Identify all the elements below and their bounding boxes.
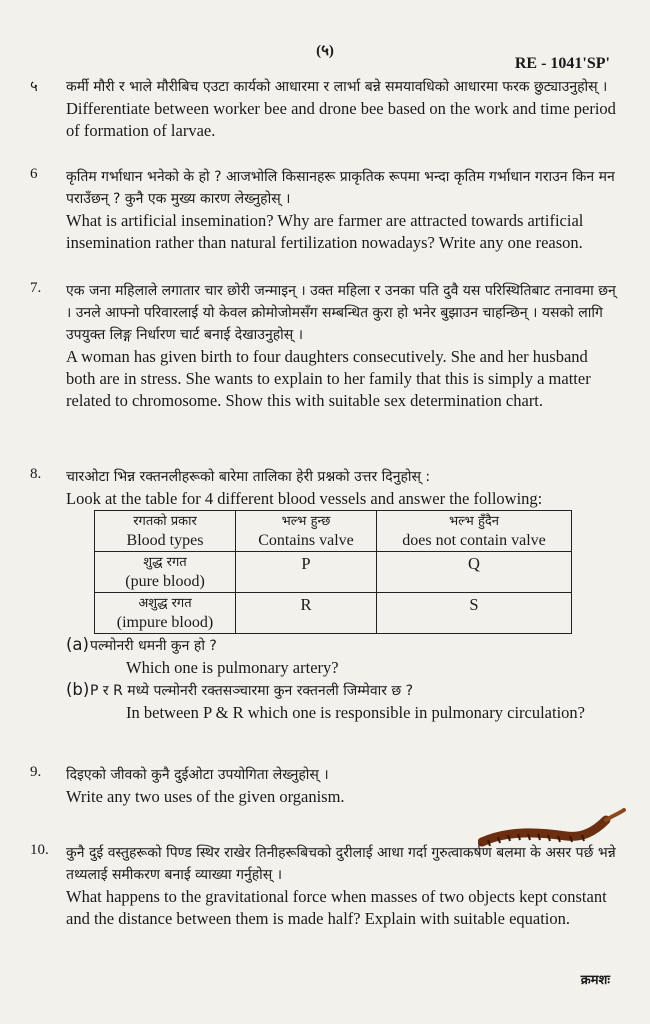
subquestion-text-english: In between P & R which one is responsible in pulmonary circulation?: [126, 703, 585, 722]
table-cell: अशुद्ध रगत: [138, 596, 192, 611]
blood-vessel-table: [94, 510, 572, 634]
table-cell: (impure blood): [116, 614, 214, 631]
table-header: भल्भ हुँदैन: [449, 514, 499, 529]
table-row: [95, 593, 572, 634]
question-number: 9.: [30, 764, 42, 780]
continued-label: क्रमशः: [580, 973, 610, 988]
table-cell: P: [236, 552, 377, 593]
subquestion-text-nepali: P र R मध्ये पल्मोनरी रक्तसञ्चारमा कुन रक्तनली जिम्मेवार छ ?: [90, 683, 414, 699]
table-header-row: [95, 511, 572, 552]
question-text-english: Look at the table for 4 different blood vessels and answer the following:: [66, 489, 543, 508]
question-5: [30, 76, 620, 142]
table-header: रगतको प्रकार: [133, 514, 197, 529]
table-header: does not contain valve: [402, 532, 546, 549]
question-text-english: Differentiate between worker bee and drone bee based on the work and time period of formation of larvae.: [66, 99, 616, 140]
paper-code: RE - 1041'SP': [514, 55, 610, 72]
question-text-nepali: चारओटा भिन्न रक्तनलीहरूको बारेमा तालिका हेरी प्रश्नको उत्तर दिनुहोस् :: [66, 469, 431, 485]
question-number: 10.: [30, 842, 49, 858]
question-text-english: What happens to the gravitational force when masses of two objects kept constant and the distance between them is made half? Explain with suitable equation.: [66, 887, 607, 928]
subquestion-text-english: Which one is pulmonary artery?: [126, 658, 339, 677]
question-text-nepali: कर्मी मौरी र भाले मौरीबिच एउटा कार्यको आधारमा र लार्भा बन्ने समयावधिको आधारमा फरक छुट्याउनुहोस् ।: [66, 79, 608, 95]
question-9: [30, 764, 620, 808]
question-text-nepali: दिइएको जीवको कुनै दुईओटा उपयोगिता लेख्नुहोस् ।: [66, 767, 329, 783]
table-header: Contains valve: [258, 532, 354, 549]
question-number: 7.: [30, 280, 42, 296]
question-text-nepali: एक जना महिलाले लगातार चार छोरी जन्माइन् । उक्त महिला र उनका पति दुवै यस परिस्थितिबाट तनावमा छन् । उनले आफ्नो परिवारलाई यो केवल क्रोमोजोमसँग सम्बन्धित कुरा हो भनेर बुझाउन चाहन्छिन् । यसको लागि उपयुक्त लिङ्ग निर्धारण चार्ट बनाई देखाउनुहोस् ।: [66, 283, 616, 343]
subquestion-label: (b): [66, 680, 90, 699]
table-cell: शुद्ध रगत: [143, 555, 187, 570]
question-text-english: What is artificial insemination? Why are farmer are attracted towards artificial insemination rather than natural fertilization nowadays? Write any one reason.: [66, 211, 584, 252]
question-6: [30, 166, 620, 254]
question-number: 6: [30, 166, 38, 182]
question-text-nepali: कुनै दुई वस्तुहरूको पिण्ड स्थिर राखेर तिनीहरूबिचको दुरीलाई आधा गर्दा गुरुत्वाकर्षण बलमा के असर पर्छ भन्ने तथ्यलाई समीकरण बनाई व्याख्या गर्नुहोस् ।: [66, 845, 616, 883]
table-cell: R: [236, 593, 377, 634]
question-text-english: Write any two uses of the given organism.: [66, 787, 345, 806]
subquestion-a: [66, 634, 620, 679]
subquestion-label: (a): [66, 635, 89, 654]
question-10: [30, 842, 620, 930]
table-cell: (pure blood): [125, 573, 205, 590]
question-text-english: A woman has given birth to four daughters consecutively. She and her husband both are in stress. She wants to explain to her family that this is simply a matter related to chromosome. Show this with suitable sex determination chart.: [66, 347, 591, 410]
question-number: ५: [30, 79, 38, 95]
question-7: [30, 280, 620, 412]
subquestion-b: [66, 679, 620, 724]
table-cell: Q: [377, 552, 572, 593]
table-header: भल्भ हुन्छ: [281, 514, 331, 529]
subquestion-text-nepali: पल्मोनरी धमनी कुन हो ?: [90, 638, 217, 654]
table-row: [95, 552, 572, 593]
question-number: 8.: [30, 466, 42, 482]
table-header: Blood types: [126, 532, 204, 549]
question-8: [30, 466, 620, 724]
question-text-nepali: कृतिम गर्भाधान भनेको के हो ? आजभोलि किसानहरू प्राकृतिक रूपमा भन्दा कृतिम गर्भाधान गराउन किन मन पराउँछन् ? कुनै एक मुख्य कारण लेख्नुहोस् ।: [66, 169, 615, 207]
table-cell: S: [377, 593, 572, 634]
page-number: (५): [316, 43, 334, 59]
